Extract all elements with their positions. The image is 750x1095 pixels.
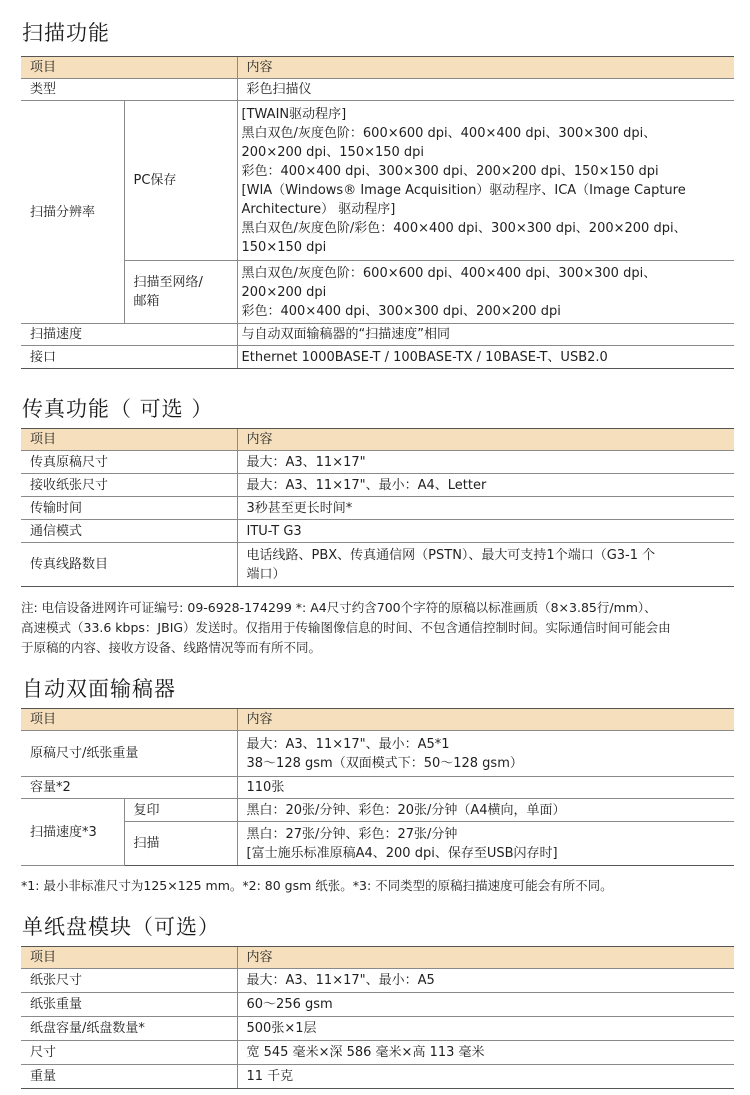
- row-value: 3秒甚至更长时间*: [237, 497, 734, 520]
- value-line: 端口）: [246, 566, 286, 582]
- table-row: [21, 324, 734, 346]
- value-line: [WIA（Windows® Image Acquisition）驱动程序、ICA（Image Capture: [241, 182, 686, 198]
- note-line: 高速模式（33.6 kbps：JBIG）发送时。仅指用于传输图像信息的时间、不包含通信控制时间。实际通信时间可能会由: [21, 620, 671, 635]
- note-line: 注: 电信设备进网许可证编号: 09-6928-174299 *: A4尺寸约含700个字符的原稿以标准画质（8×3.85行/mm）、: [21, 600, 657, 615]
- table-row: [21, 799, 734, 822]
- row-label: 传输时间: [21, 497, 237, 520]
- table-row: [21, 1041, 734, 1065]
- value-line: 200×200 dpi: [241, 284, 327, 300]
- header-content: 内容: [237, 947, 734, 969]
- value-line: 黑白双色/灰度色阶/彩色：400×400 dpi、300×300 dpi、200×200 dpi、: [241, 220, 687, 236]
- table-row: [21, 731, 734, 777]
- row-value: 最大：A3、11×17": [237, 451, 734, 474]
- table-row: [21, 993, 734, 1017]
- value-line: Architecture） 驱动程序]: [241, 201, 396, 217]
- value-line: 150×150 dpi: [241, 239, 327, 255]
- value-line: [富士施乐标准原稿A4、200 dpi、保存至USB闪存时]: [246, 845, 558, 861]
- value-line: 最大：A3、11×17"、最小：A5*1: [246, 736, 450, 752]
- row-label: 扫描速度*3: [21, 799, 124, 866]
- table-row: [21, 346, 734, 369]
- row-label: 纸张尺寸: [21, 969, 237, 993]
- row-label: 接口: [21, 346, 237, 369]
- row-value: 与自动双面输稿器的“扫描速度”相同: [237, 324, 734, 346]
- table-row: [21, 451, 734, 474]
- row-label: 传真原稿尺寸: [21, 451, 237, 474]
- header-item: 项目: [21, 709, 237, 731]
- table-row: [21, 969, 734, 993]
- header-item: 项目: [21, 57, 237, 79]
- table-header-row: [21, 947, 734, 969]
- row-label: 扫描分辨率: [21, 101, 124, 324]
- table-row: [21, 474, 734, 497]
- table-row: [21, 1017, 734, 1041]
- table-header-row: [21, 429, 734, 451]
- table-row: [21, 101, 734, 261]
- table-row: [21, 497, 734, 520]
- subrow-label: 复印: [124, 799, 237, 822]
- table-row: [21, 261, 734, 324]
- subrow-label: 扫描: [124, 822, 237, 866]
- table-header-row: [21, 709, 734, 731]
- row-value: ITU-T G3: [237, 520, 734, 543]
- row-value: [237, 261, 734, 324]
- row-value: Ethernet 1000BASE-T / 100BASE-TX / 10BASE-T、USB2.0: [237, 346, 734, 369]
- value-line: 200×200 dpi、150×150 dpi: [241, 144, 425, 160]
- fax-footnote: [21, 598, 733, 658]
- row-value: 彩色扫描仪: [237, 79, 734, 101]
- subrow-label: [124, 261, 237, 324]
- row-value: [237, 101, 734, 261]
- value-line: 黑白双色/灰度色阶：600×600 dpi、400×400 dpi、300×300 dpi、: [241, 265, 657, 281]
- table-row: [21, 520, 734, 543]
- row-value: [237, 543, 734, 587]
- note-line: 于原稿的内容、接收方设备、线路情况等而有所不同。: [21, 640, 322, 655]
- header-item: 项目: [21, 429, 237, 451]
- row-label: 纸盘容量/纸盘数量*: [21, 1017, 237, 1041]
- table-header-row: [21, 57, 734, 79]
- header-content: 内容: [237, 57, 734, 79]
- subrow-label: PC保存: [124, 101, 237, 261]
- value-line: 38～128 gsm（双面模式下：50～128 gsm）: [246, 755, 523, 771]
- scan-section-title: 扫描功能: [22, 21, 110, 45]
- row-label: 纸张重量: [21, 993, 237, 1017]
- row-value: 110张: [237, 777, 734, 799]
- row-value: [237, 822, 734, 866]
- value-line: 黑白双色/灰度色阶：600×600 dpi、400×400 dpi、300×300 dpi、: [241, 125, 657, 141]
- adf-section-title: 自动双面输稿器: [22, 677, 176, 701]
- row-value: 最大：A3、11×17"、最小：A4、Letter: [237, 474, 734, 497]
- value-line: 电话线路、PBX、传真通信网（PSTN）、最大可支持1个端口（G3-1 个: [246, 547, 656, 563]
- row-label: 类型: [21, 79, 237, 101]
- row-value: 500张×1层: [237, 1017, 734, 1041]
- tray-section-title: 单纸盘模块（可选）: [22, 915, 220, 939]
- value-line: [TWAIN驱动程序]: [241, 106, 347, 122]
- header-content: 内容: [237, 429, 734, 451]
- row-label: 尺寸: [21, 1041, 237, 1065]
- row-label: 原稿尺寸/纸张重量: [21, 731, 237, 777]
- header-content: 内容: [237, 709, 734, 731]
- label-line: 扫描至网络/: [133, 275, 203, 290]
- fax-section-title: 传真功能（ 可选 ）: [22, 397, 214, 421]
- adf-footnote: *1: 最小非标准尺寸为125×125 mm。*2: 80 gsm 纸张。*3: 不同类型的原稿扫描速度可能会有所不同。: [21, 878, 613, 893]
- label-line: 邮箱: [133, 294, 160, 309]
- row-value: 宽 545 毫米×深 586 毫米×高 113 毫米: [237, 1041, 734, 1065]
- value-line: 彩色：400×400 dpi、300×300 dpi、200×200 dpi、150×150 dpi: [241, 163, 659, 179]
- fax-spec-table: [21, 428, 734, 587]
- row-value: 黑白：20张/分钟、彩色：20张/分钟（A4横向，单面）: [237, 799, 734, 822]
- value-line: 黑白：27张/分钟、彩色：27张/分钟: [246, 826, 458, 842]
- header-item: 项目: [21, 947, 237, 969]
- row-label: 重量: [21, 1065, 237, 1089]
- tray-spec-table: [21, 946, 734, 1089]
- row-label: 容量*2: [21, 777, 237, 799]
- row-label: 通信模式: [21, 520, 237, 543]
- row-value: 60～256 gsm: [237, 993, 734, 1017]
- table-row: [21, 777, 734, 799]
- row-label: 接收纸张尺寸: [21, 474, 237, 497]
- scan-spec-table: [21, 56, 734, 369]
- table-row: [21, 822, 734, 866]
- row-value: [237, 731, 734, 777]
- row-value: 11 千克: [237, 1065, 734, 1089]
- table-row: [21, 1065, 734, 1089]
- row-label: 扫描速度: [21, 324, 237, 346]
- row-value: 最大：A3、11×17"、最小：A5: [237, 969, 734, 993]
- table-row: [21, 79, 734, 101]
- value-line: 彩色：400×400 dpi、300×300 dpi、200×200 dpi: [241, 303, 561, 319]
- row-label: 传真线路数目: [21, 543, 237, 587]
- adf-spec-table: [21, 708, 734, 866]
- table-row: [21, 543, 734, 587]
